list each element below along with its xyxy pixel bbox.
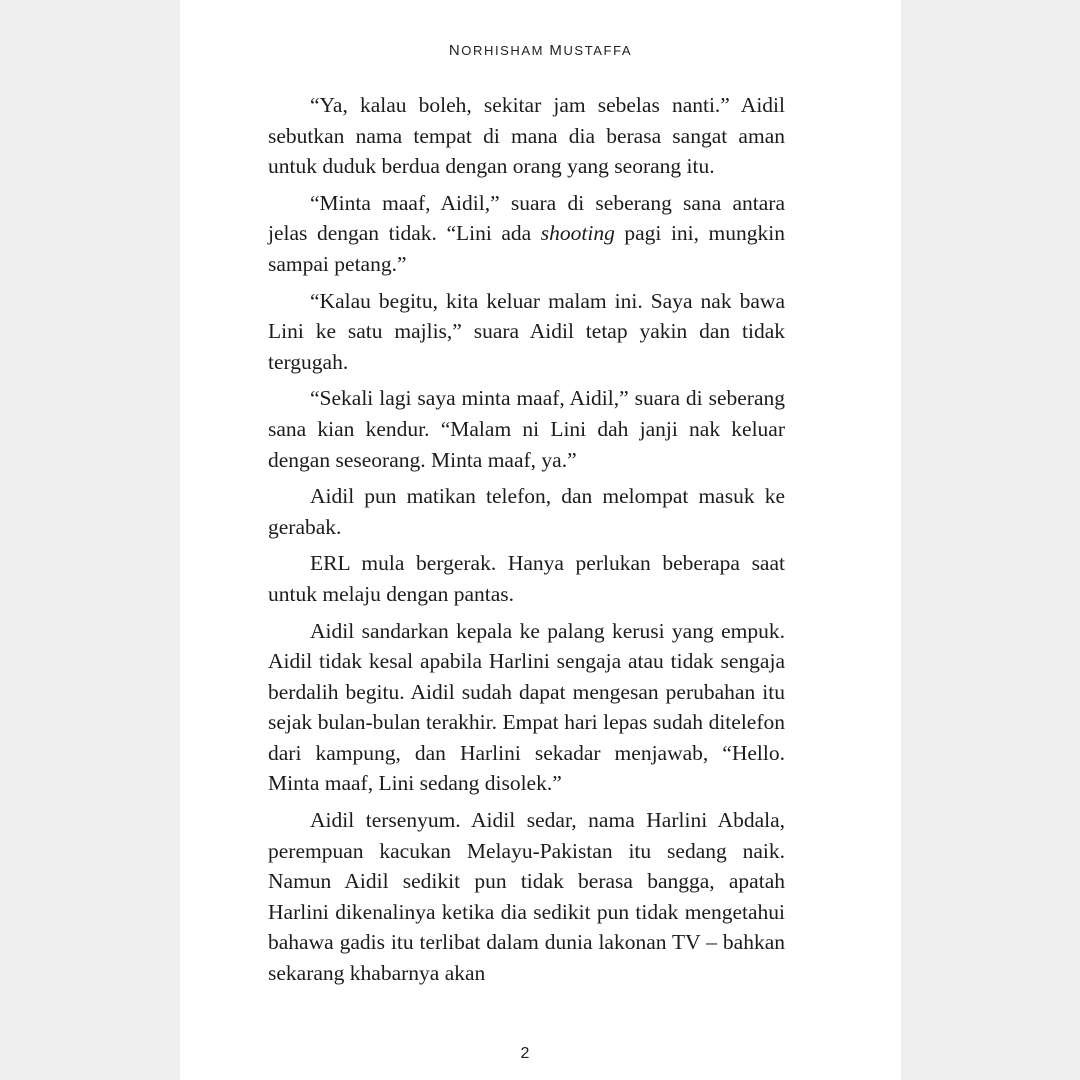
paragraph-6: ERL mula bergerak. Hanya perlukan beberapa saat untuk melaju dengan pantas. [268,551,785,606]
author-first-rest: ORHISHAM [461,43,545,58]
paragraph-5: Aidil pun matikan telefon, dan melompat masuk ke gerabak. [268,484,785,539]
paragraph-7: Aidil sandarkan kepala ke palang kerusi yang empuk. Aidil tidak kesal apabila Harlini sengaja atau tidak sengaja berdalih begitu. Aidil sudah dapat mengesan perubahan itu sejak bulan-bulan terakhir. Empat hari lepas sudah ditelefon dari kampung, dan Harlini sekadar menjawab, “Hello. Minta maaf, Lini sedang disolek.” [268,618,785,796]
author-last-rest: USTAFFA [563,43,633,58]
author-last-initial: M [549,42,564,59]
paragraph-3: “Kalau begitu, kita keluar malam ini. Saya nak bawa Lini ke satu majlis,” suara Aidil tetap yakin dan tidak tergugah. [268,288,785,374]
paragraph-2-before: “Minta maaf, Aidil,” suara di seberang sana antara jelas dengan tidak. “Lini ada [268,190,785,246]
paragraph-8: Aidil tersenyum. Aidil sedar, nama Harlini Abdala, perempuan kacukan Melayu-Pakistan itu sedang naik. Namun Aidil sedikit pun tidak berasa bangga, apatah Harlini dikenalinya ketika dia sedikit pun tidak mengetahui bahawa gadis itu terlibat dalam dunia lakonan TV – bahkan sekarang khabarnya akan [268,808,785,986]
author-first-initial: N [448,42,462,59]
page-number: 2 [520,1045,530,1062]
book-page [180,0,901,1080]
body-text [268,90,785,995]
paragraph-1: “Ya, kalau boleh, sekitar jam sebelas nanti.” Aidil sebutkan nama tempat di mana dia berasa sangat aman untuk duduk berdua dengan orang yang seorang itu. [268,93,785,179]
paragraph-2-italic: shooting [540,221,615,246]
paragraph-2-after: pagi ini, mungkin sampai petang.” [268,221,785,276]
paragraph-2 [268,188,785,280]
paragraph-4: “Sekali lagi saya minta maaf, Aidil,” suara di seberang sana kian kendur. “Malam ni Lini dah janji nak keluar dengan seseorang. Minta maaf, ya.” [268,386,785,472]
running-header [180,42,901,59]
